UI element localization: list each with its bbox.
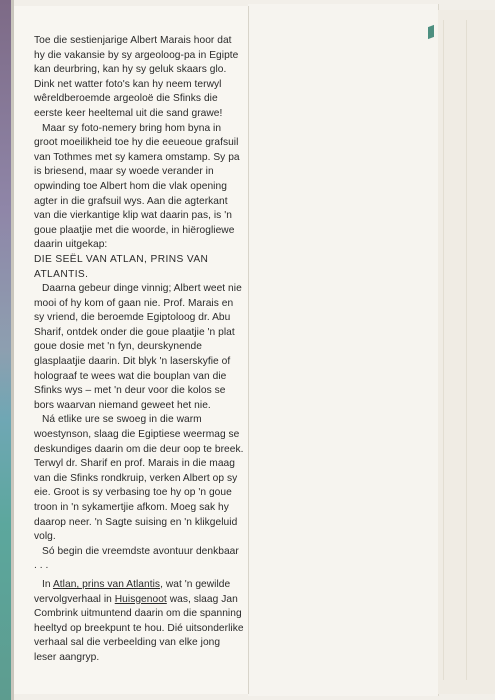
blurb-paragraph-1: Toe die sestienjarige Albert Marais hoor dat hy die vakansie by sy argeoloog-pa in Egipte kan deurbring, kan hy sy geluk skaars glo. Dink net watter foto's kan hy neem terwyl wêreldberoemde argeoloë die Sfinks die eerste keer heeltemal uit die sand grawe!	[34, 35, 239, 119]
p6-intro: In	[42, 578, 51, 590]
corner-color-mark	[428, 25, 434, 39]
p6-rest: was, slaag Jan Combrink uitmuntend daarin om die spanning heeltyd op breekpunt te hou. Dié uitsonderlike verhaal sal die verbeelding van elke jong leser aangryp.	[34, 593, 244, 663]
spine-color-strip	[0, 0, 14, 700]
blurb-paragraph-4: Ná etlike ure se swoeg in die warm woestynson, slaag die Egiptiese weermag se deskundiges daarin om die deur oop te breek. Terwyl dr. Sharif en prof. Marais in die maag van die Sfinks rondkruip, verken Albert op sy eie. Groot is sy verbasing toe hy op 'n goue troon in 'n sykamertjie afkom. Moeg sak hy daarop neer. 'n Sagte suising en 'n klikgeluid volg.	[34, 414, 244, 543]
blurb-text	[34, 34, 244, 666]
title-huisgenoot: Huisgenoot	[114, 593, 167, 605]
p6-mid: , wat 'n gewilde vervolgverhaal in	[34, 578, 231, 605]
blurb-paragraph-2: Maar sy foto-nemery bring hom byna in groot moeilikheid toe hy die eeueoue grafsuil van Tothmes met sy kamera omstamp. Sy pa is briesend, maar sy woede verander in opwinding toe Albert hom die vlak opening agter in die grafsuil wys. Aan die agterkant van die vierkantige klip wat daarin pas, is 'n goue plaatjie met die woorde, in hiërogliewe daarin uitgekap:	[34, 122, 240, 251]
fold-crease	[443, 20, 444, 680]
fold-crease	[466, 20, 467, 680]
blurb-paragraph-5: Só begin die vreemdste avontuur denkbaar . . .	[34, 545, 239, 572]
blurb-paragraph-6	[34, 578, 244, 666]
blurb-paragraph-3: Daarna gebeur dinge vinnig; Albert weet nie mooi of hy kom of gaan nie. Prof. Marais en sy vriend, die beroemde Egiptoloog dr. Abu Sharif, ontdek onder die goue plaatjie 'n plat goue dosie met 'n fyn, deurskynende glasplaatjie daarin. Dit blyk 'n laserskyfie of holograaf te wees wat die bouplan van die Sfinks wys – met 'n deur voor die kolos se bors waarvan niemand geweet het nie.	[34, 283, 242, 411]
title-atlan: Atlan, prins van Atlantis	[52, 578, 161, 590]
blank-cover-panel	[248, 4, 439, 696]
seal-inscription: DIE SEËL VAN ATLAN, PRINS VAN ATLANTIS.	[34, 253, 209, 280]
